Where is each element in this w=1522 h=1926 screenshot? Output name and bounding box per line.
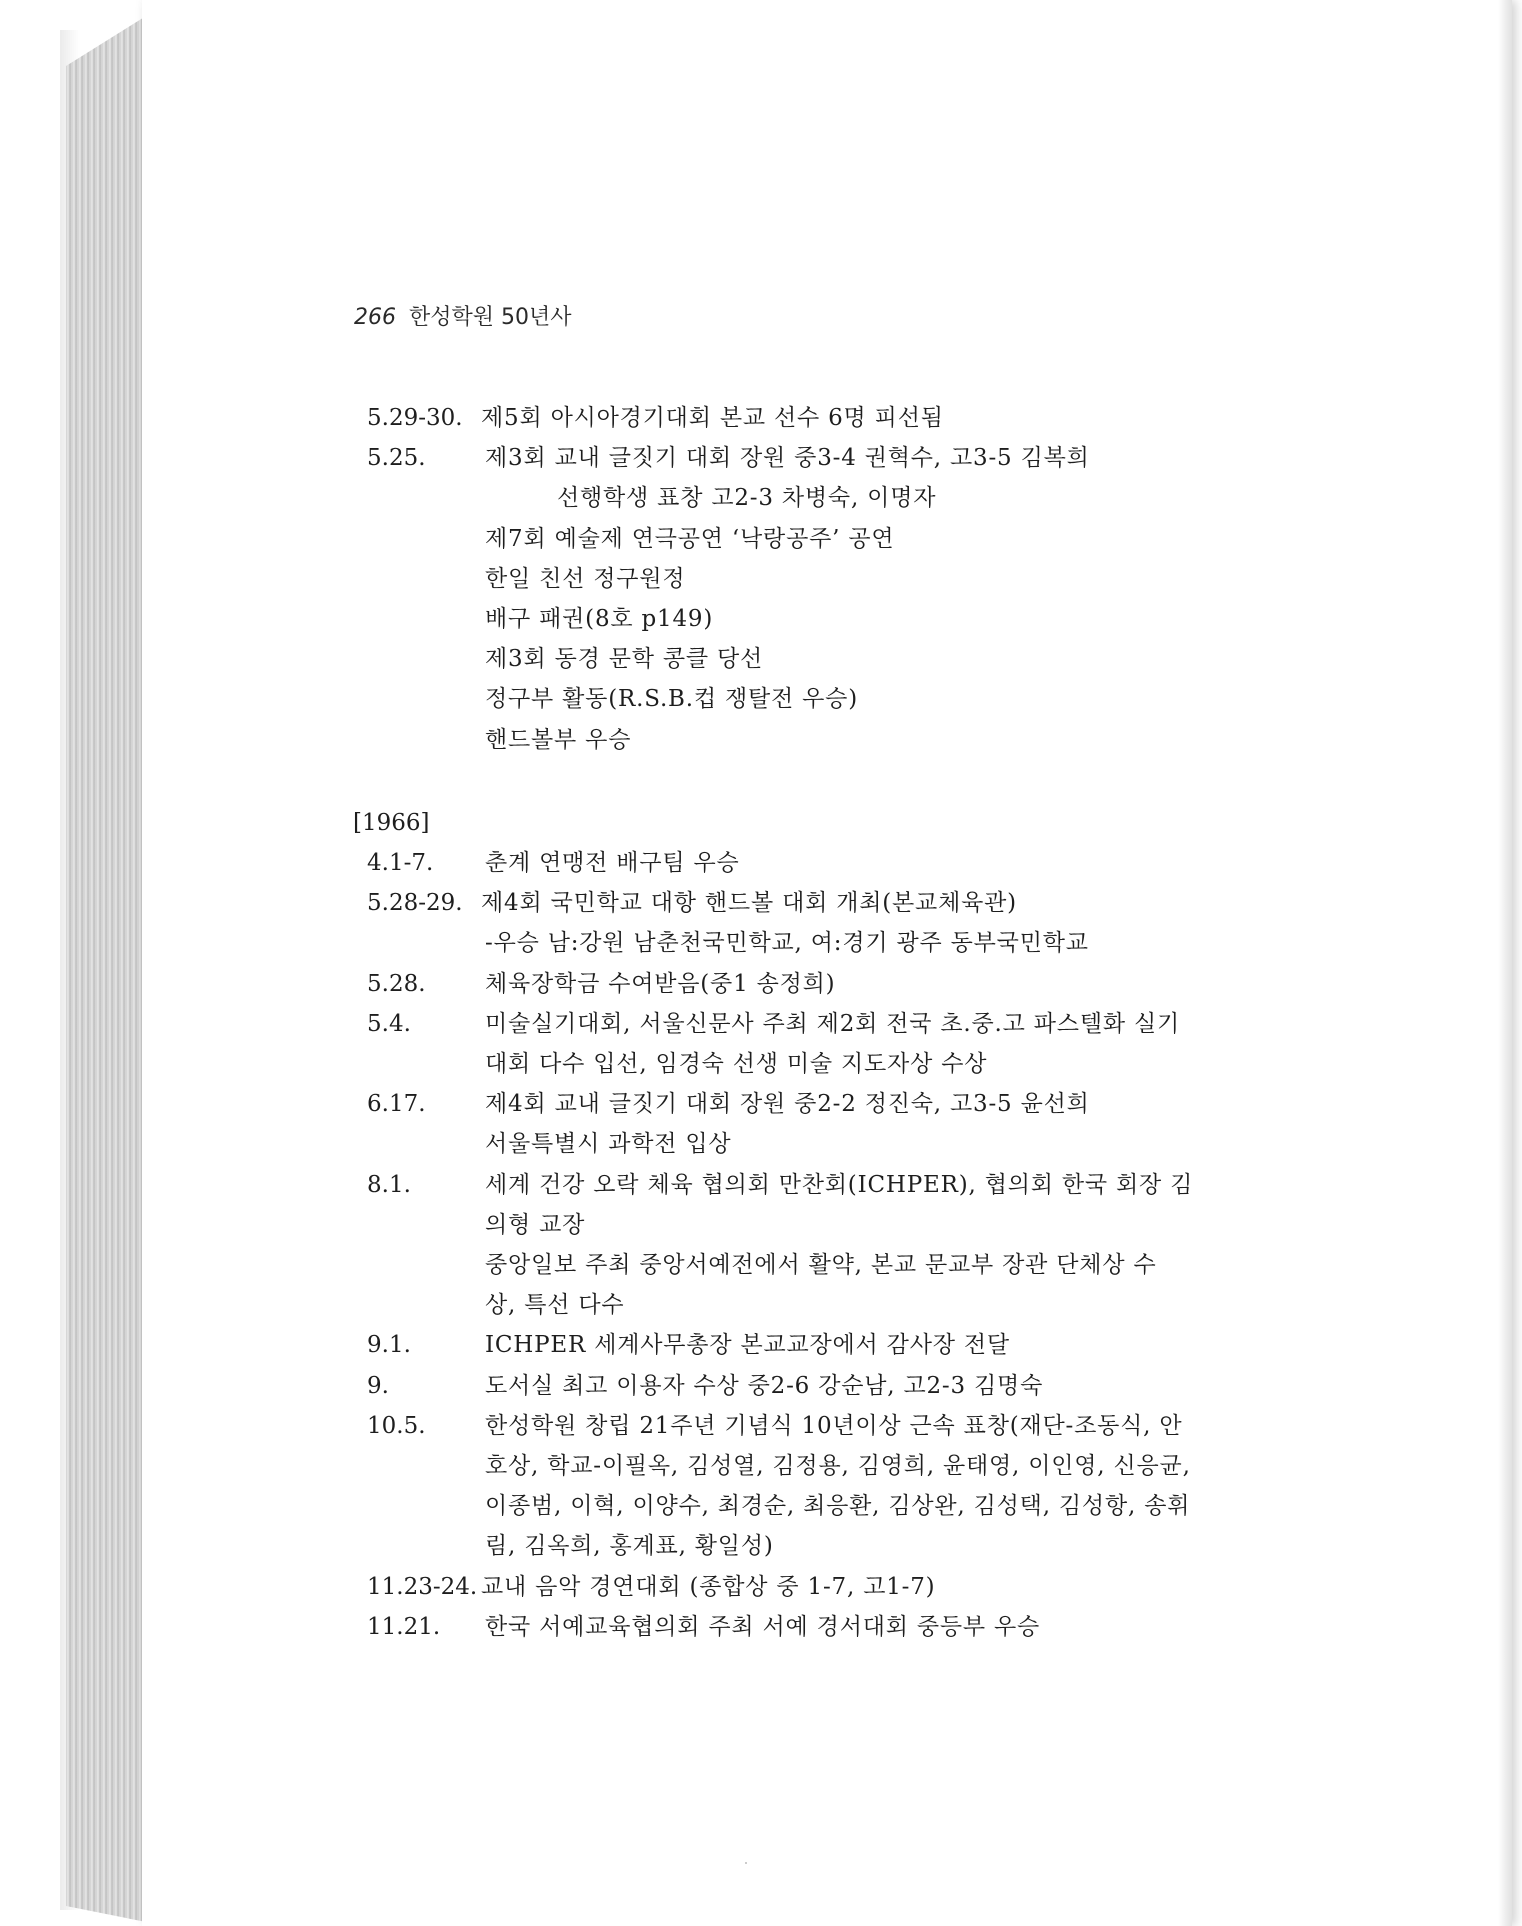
scan-speck <box>745 1862 747 1864</box>
entry-row <box>367 1567 1277 1607</box>
entry-text: 춘계 연맹전 배구팀 우승 <box>485 850 740 877</box>
entry-date: 5.4. <box>367 1010 411 1037</box>
entry-row <box>367 1607 1277 1647</box>
entry-continuation: 대회 다수 입선, 임경숙 선생 미술 지도자상 수상 <box>485 1051 988 1078</box>
entry-continuation: 배구 패권(8호 p149) <box>485 606 714 633</box>
page-number: 266 <box>354 305 396 330</box>
entry-text: 제3회 교내 글짓기 대회 장원 중3-4 권혁수, 고3-5 김복희 <box>485 445 1090 472</box>
entry-continuation: 중앙일보 주최 중앙서예전에서 활약, 본교 문교부 장관 단체상 수 <box>485 1252 1157 1279</box>
book-page-edges <box>66 16 146 1922</box>
entry-text: 도서실 최고 이용자 수상 중2-6 강순남, 고2-3 김명숙 <box>485 1372 1044 1399</box>
entry-continuation: 핸드볼부 우승 <box>485 726 632 753</box>
page-right-shade <box>1498 0 1512 1926</box>
entry-date: 11.21. <box>367 1613 441 1640</box>
entry-date: 5.28-29. <box>367 890 463 917</box>
entry-continuation: 호상, 학교-이필옥, 김성열, 김정용, 김영희, 윤태영, 이인영, 신응균, <box>485 1453 1191 1480</box>
running-header <box>354 300 572 331</box>
entry-row <box>367 398 1277 438</box>
entry-date: 8.1. <box>367 1171 411 1198</box>
entry-text: 세계 건강 오락 체육 협의회 만찬회(ICHPER), 협의회 한국 회장 김 <box>485 1171 1194 1198</box>
entry-row <box>367 1084 1277 1124</box>
entry-continuation: 선행학생 표창 고2-3 차병숙, 이명자 <box>557 485 937 512</box>
entry-continuation: 림, 김옥희, 홍계표, 황일성) <box>485 1533 774 1560</box>
entry-continuation: 제7회 예술제 연극공연 ‘낙랑공주’ 공연 <box>485 525 895 552</box>
book-title: 한성학원 50년사 <box>409 305 572 330</box>
entry-text: 제4회 국민학교 대항 핸드볼 대회 개최(본교체육관) <box>481 890 1017 917</box>
entry-date: 5.28. <box>367 970 426 997</box>
entry-text: 교내 음악 경연대회 (종합상 중 1-7, 고1-7) <box>481 1573 936 1600</box>
entry-row <box>367 1366 1277 1406</box>
entry-continuation: -우승 남:강원 남춘천국민학교, 여:경기 광주 동부국민학교 <box>485 930 1089 957</box>
entry-text: 한국 서예교육협의회 주최 서예 경서대회 중등부 우승 <box>485 1613 1041 1640</box>
entry-date: 10.5. <box>367 1412 426 1439</box>
entry-date: 11.23-24. <box>367 1573 478 1600</box>
entry-text: 한성학원 창립 21주년 기념식 10년이상 근속 표창(재단-조동식, 안 <box>485 1412 1183 1439</box>
entry-continuation: 정구부 활동(R.S.B.컵 쟁탈전 우승) <box>485 686 858 713</box>
entry-text: ICHPER 세계사무총장 본교교장에서 감사장 전달 <box>485 1332 1010 1359</box>
entry-date: 9. <box>367 1372 389 1399</box>
entry-date: 4.1-7. <box>367 850 434 877</box>
entry-continuation: 상, 특선 다수 <box>485 1292 625 1319</box>
entry-continuation: 의형 교장 <box>485 1211 586 1238</box>
entry-date: 5.29-30. <box>367 405 463 431</box>
entry-row <box>367 438 1277 478</box>
entry-date: 6.17. <box>367 1091 426 1118</box>
entry-text: 체육장학금 수여받음(중1 송정희) <box>485 970 836 997</box>
entry-row <box>367 1325 1277 1365</box>
entry-row <box>367 1004 1277 1044</box>
entry-row <box>367 843 1277 883</box>
entry-text: 제5회 아시아경기대회 본교 선수 6명 피선됨 <box>481 405 944 431</box>
entry-continuation: 한일 친선 정구원정 <box>485 565 686 592</box>
entry-row <box>367 964 1277 1004</box>
chronology-content <box>353 398 1277 1647</box>
entry-row <box>367 883 1277 923</box>
entry-row <box>367 1406 1277 1446</box>
entry-text: 미술실기대회, 서울신문사 주최 제2회 전국 초.중.고 파스텔화 실기 <box>485 1010 1181 1037</box>
year-heading: [1966] <box>353 809 430 836</box>
entry-row <box>367 1165 1277 1205</box>
entry-continuation: 서울특별시 과학전 입상 <box>485 1131 732 1158</box>
entry-date: 5.25. <box>367 445 426 472</box>
entry-text: 제4회 교내 글짓기 대회 장원 중2-2 정진숙, 고3-5 윤선희 <box>485 1091 1090 1118</box>
entry-date: 9.1. <box>367 1332 411 1359</box>
entry-continuation: 제3회 동경 문학 콩클 당선 <box>485 646 764 673</box>
entry-continuation: 이종범, 이혁, 이양수, 최경순, 최응환, 김상완, 김성택, 김성항, 송휘 <box>485 1493 1191 1520</box>
